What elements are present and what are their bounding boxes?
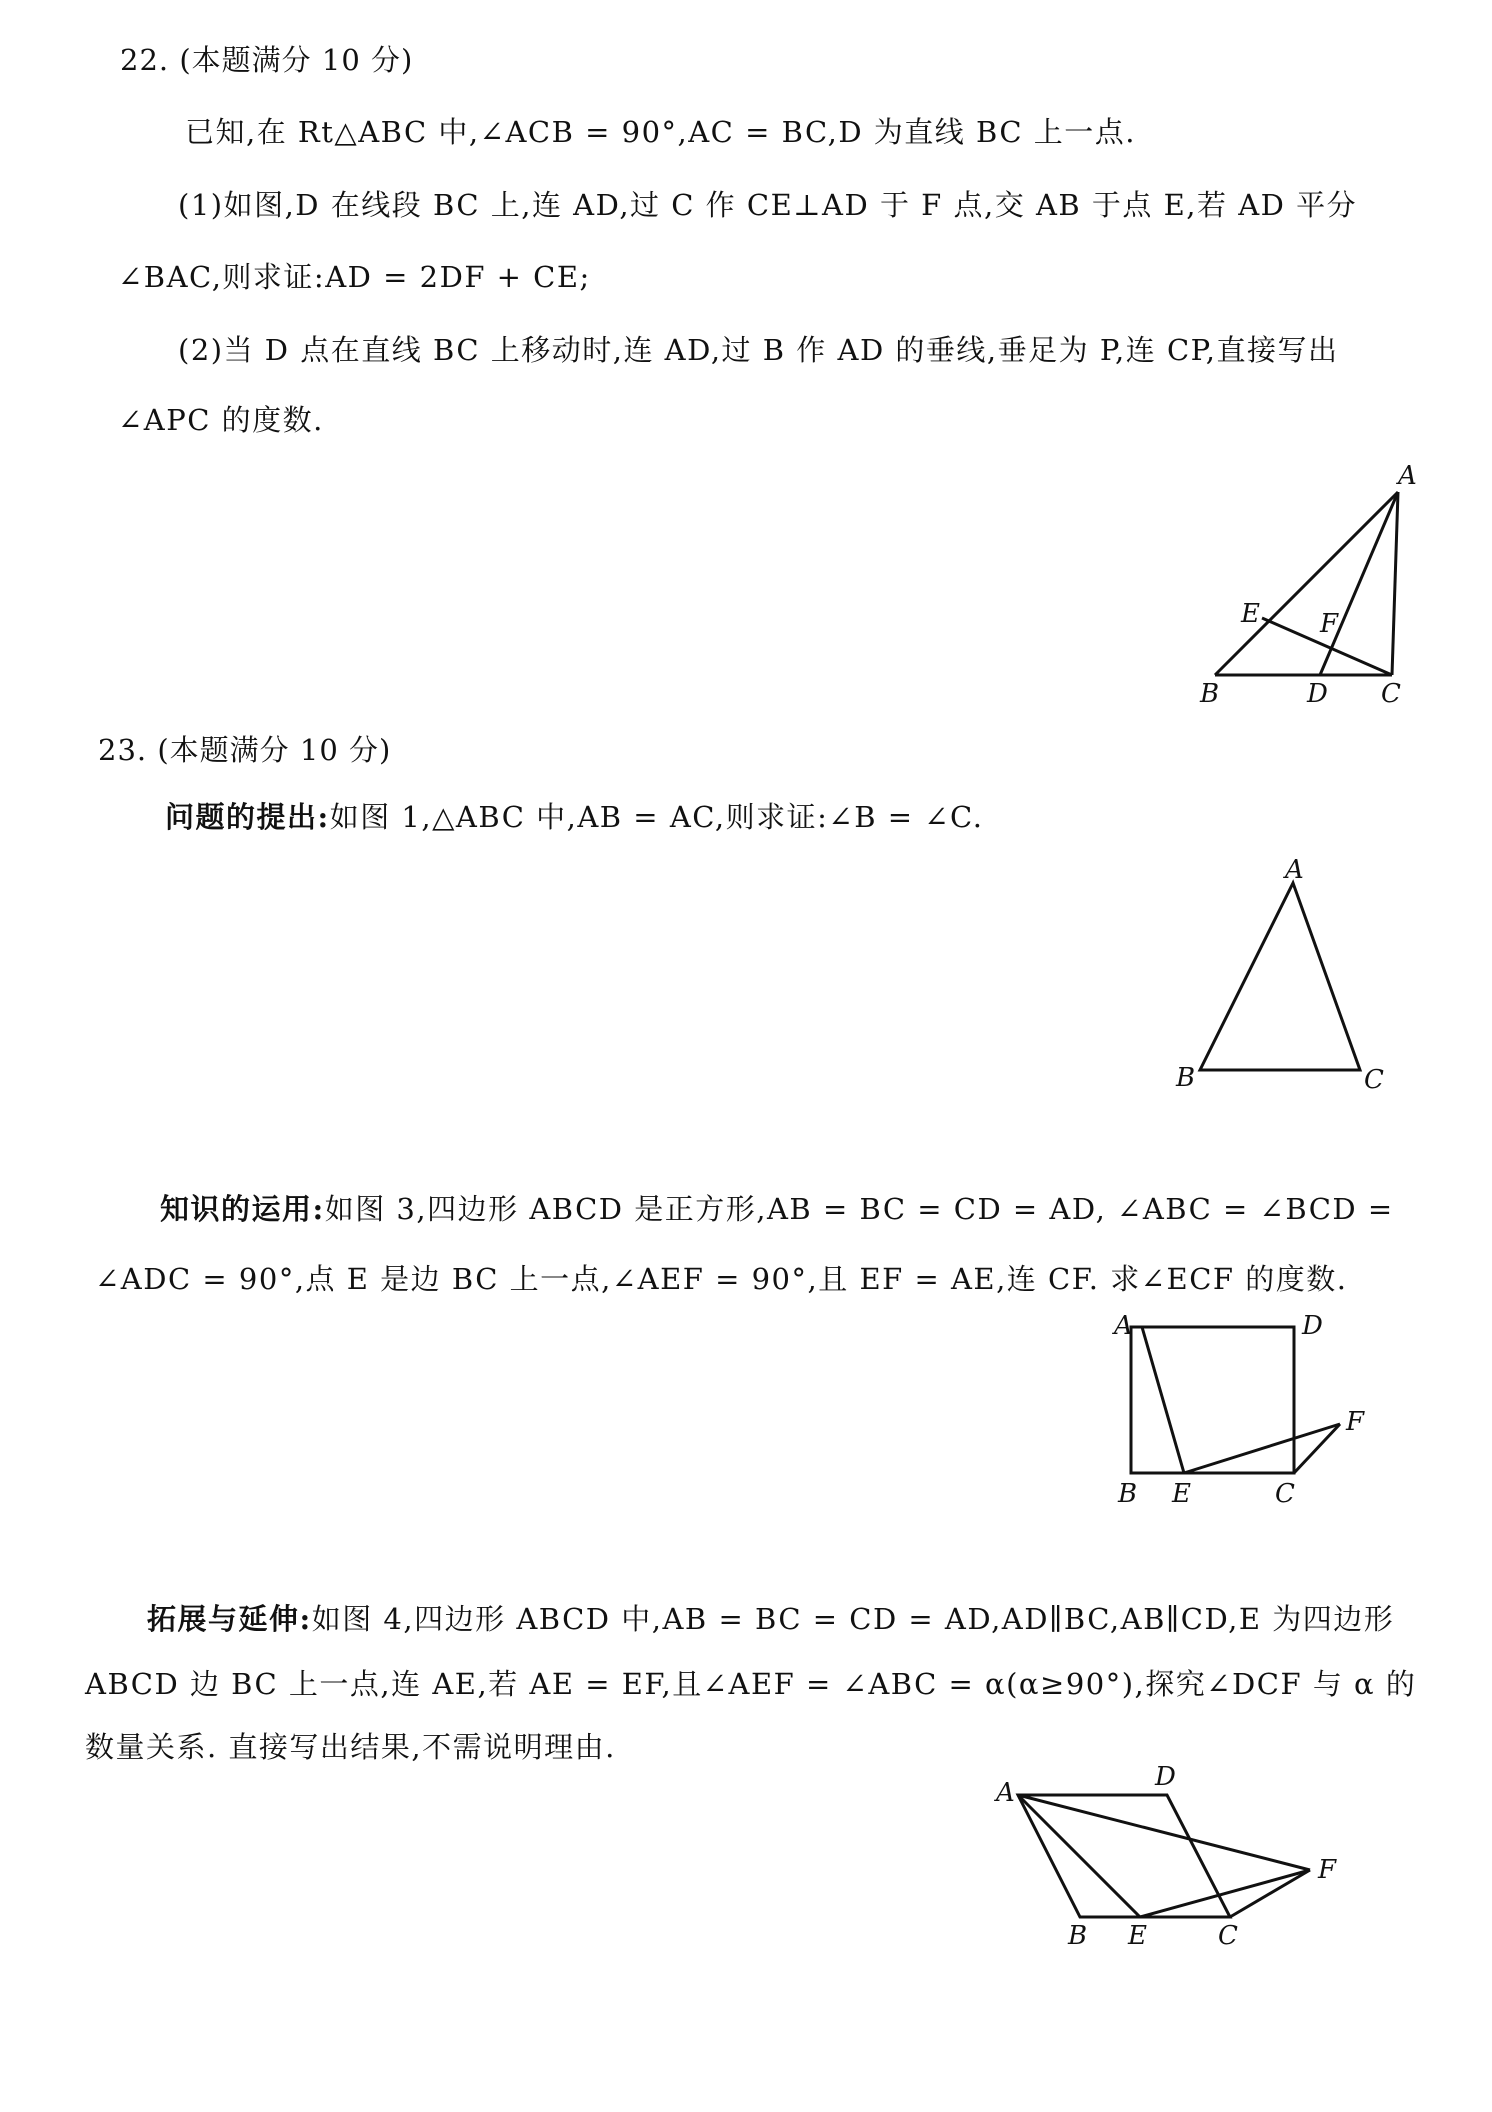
q23-fig1-label-a: A <box>1285 855 1304 885</box>
q22-part1-line1: (1)如图,D 在线段 BC 上,连 AD,过 C 作 CE⊥AD 于 F 点,交 AB 于点 E,若 AD 平分 <box>178 188 1358 222</box>
q23-fig3-label-d: D <box>1302 1311 1323 1341</box>
q23-fig3-label-c: C <box>1275 1479 1295 1509</box>
q23-extension-line2: ABCD 边 BC 上一点,连 AE,若 AE = EF,且∠AEF = ∠ABC = α(α≥90°),探究∠DCF 与 α 的 <box>85 1667 1417 1701</box>
q22-label-f: F <box>1320 609 1339 639</box>
q23-fig4-label-f: F <box>1318 1855 1337 1885</box>
q23-extension-line3: 数量关系. 直接写出结果,不需说明理由. <box>85 1730 616 1764</box>
q23-fig4-label-d: D <box>1155 1762 1176 1792</box>
q23-fig1-label-b: B <box>1176 1063 1196 1093</box>
q23-fig4-label-c: C <box>1218 1921 1238 1951</box>
q23-fig4-segment-ae <box>1018 1795 1140 1917</box>
q23-fig1-label-c: C <box>1364 1065 1384 1095</box>
q23-application-prefix: 知识的运用: <box>160 1192 325 1226</box>
q22-given: 已知,在 Rt△ABC 中,∠ACB = 90°,AC = BC,D 为直线 BC 上一点. <box>185 115 1136 149</box>
q22-heading: 22. (本题满分 10 分) <box>120 43 414 77</box>
q22-label-e: E <box>1241 599 1260 629</box>
q23-fig4-label-e: E <box>1128 1921 1147 1951</box>
q22-part2-line1: (2)当 D 点在直线 BC 上移动时,连 AD,过 B 作 AD 的垂线,垂足为 P,连 CP,直接写出 <box>178 333 1339 367</box>
q23-fig4-segment-cf <box>1230 1870 1310 1917</box>
q23-fig3-label-a: A <box>1114 1311 1133 1341</box>
q22-label-b: B <box>1200 679 1220 709</box>
q23-fig4-segment-af <box>1018 1795 1310 1870</box>
q22-label-c: C <box>1381 679 1401 709</box>
q23-fig4-label-a: A <box>996 1778 1015 1808</box>
q23-fig3-label-f: F <box>1346 1407 1365 1437</box>
q23-application-text1: 如图 3,四边形 ABCD 是正方形,AB = BC = CD = AD, ∠ABC = ∠BCD = <box>324 1192 1394 1226</box>
q23-application-line2: ∠ADC = 90°,点 E 是边 BC 上一点,∠AEF = 90°,且 EF = AE,连 CF. 求∠ECF 的度数. <box>95 1262 1348 1296</box>
q23-extension-prefix: 拓展与延伸: <box>147 1602 312 1636</box>
q23-heading: 23. (本题满分 10 分) <box>98 733 392 767</box>
q22-part1-line2: ∠BAC,则求证:AD = 2DF + CE; <box>118 260 591 294</box>
q23-fig4-label-b: B <box>1068 1921 1088 1951</box>
q22-label-d: D <box>1307 679 1328 709</box>
q23-fig3-label-e: E <box>1172 1479 1191 1509</box>
q23-fig4-rhombus <box>1018 1795 1230 1917</box>
q23-extension-text1: 如图 4,四边形 ABCD 中,AB = BC = CD = AD,AD∥BC,AB∥CD,E 为四边形 <box>311 1602 1395 1636</box>
q23-fig3-label-b: B <box>1118 1479 1138 1509</box>
q23-problem-text: 如图 1,△ABC 中,AB = AC,则求证:∠B = ∠C. <box>329 800 984 834</box>
q22-label-a: A <box>1398 461 1417 491</box>
q22-part2-line2: ∠APC 的度数. <box>118 403 324 437</box>
q23-problem-prefix: 问题的提出: <box>165 800 330 834</box>
